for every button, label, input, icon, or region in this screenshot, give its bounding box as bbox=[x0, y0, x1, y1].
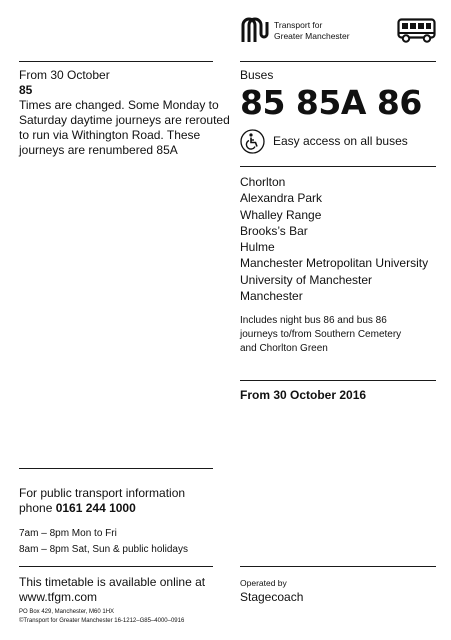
bus-icon bbox=[397, 18, 436, 43]
places-list bbox=[240, 174, 445, 304]
notice-line: to run via Withington Road. These bbox=[19, 128, 201, 142]
divider-left-contact bbox=[19, 468, 213, 469]
place-item: Whalley Range bbox=[240, 207, 322, 222]
phone-number: 0161 244 1000 bbox=[55, 501, 136, 515]
divider-right-effective bbox=[240, 380, 436, 381]
divider-right-places bbox=[240, 166, 436, 167]
notice-date: From 30 October bbox=[19, 68, 110, 82]
hours-weekday: 7am – 8pm Mon to Fri bbox=[19, 528, 117, 539]
change-notice bbox=[19, 68, 230, 158]
place-item: Hulme bbox=[240, 240, 275, 255]
hours-weekend: 8am – 8pm Sat, Sun & public holidays bbox=[19, 544, 188, 555]
place-item: Chorlton bbox=[240, 175, 286, 189]
effective-date: From 30 October 2016 bbox=[240, 388, 367, 402]
wheelchair-icon bbox=[240, 129, 265, 154]
notice-line: Saturday daytime journeys are rerouted bbox=[19, 113, 230, 127]
notice-line: Times are changed. Some Monday to bbox=[19, 98, 219, 112]
night-note-line: and Chorlton Green bbox=[240, 343, 328, 354]
phone-prefix: phone bbox=[19, 501, 56, 515]
notice-line: journeys are renumbered 85A bbox=[19, 143, 178, 157]
contact-block bbox=[19, 486, 234, 516]
route-numbers: 85 85A 86 bbox=[240, 83, 422, 122]
online-text: This timetable is available online at bbox=[19, 575, 206, 589]
brand-name-line2: Greater Manchester bbox=[274, 31, 350, 41]
operator-label: Operated by bbox=[240, 578, 287, 588]
contact-phone-line bbox=[19, 501, 234, 516]
website-link[interactable]: www.tfgm.com bbox=[19, 590, 98, 604]
contact-heading: For public transport information bbox=[19, 486, 186, 500]
copyright-text: ©Transport for Greater Manchester 16-1212–G85–4000–0916 bbox=[19, 618, 185, 624]
brand-name-line1: Transport for bbox=[274, 20, 323, 30]
divider-right-bottom bbox=[240, 566, 436, 567]
divider-left-bottom bbox=[19, 566, 213, 567]
notice-route: 85 bbox=[19, 83, 33, 97]
mode-label: Buses bbox=[240, 68, 274, 82]
place-item: Alexandra Park bbox=[240, 191, 323, 206]
access-text: Easy access on all buses bbox=[273, 134, 408, 148]
tfgm-m-logo-icon bbox=[240, 16, 269, 43]
night-note-line: Includes night bus 86 and bus 86 bbox=[240, 315, 387, 326]
operator-name: Stagecoach bbox=[240, 590, 304, 604]
place-item: Brooks’s Bar bbox=[240, 223, 308, 238]
place-item: Manchester bbox=[240, 289, 303, 304]
night-note bbox=[240, 314, 445, 356]
divider-left-top bbox=[19, 61, 213, 62]
place-item: University of Manchester bbox=[240, 272, 373, 287]
divider-right-top bbox=[240, 61, 436, 62]
place-item: Manchester Metropolitan University bbox=[240, 256, 429, 271]
postal-address: PO Box 429, Manchester, M60 1HX bbox=[19, 609, 115, 615]
night-note-line: journeys to/from Southern Cemetery bbox=[240, 329, 402, 340]
